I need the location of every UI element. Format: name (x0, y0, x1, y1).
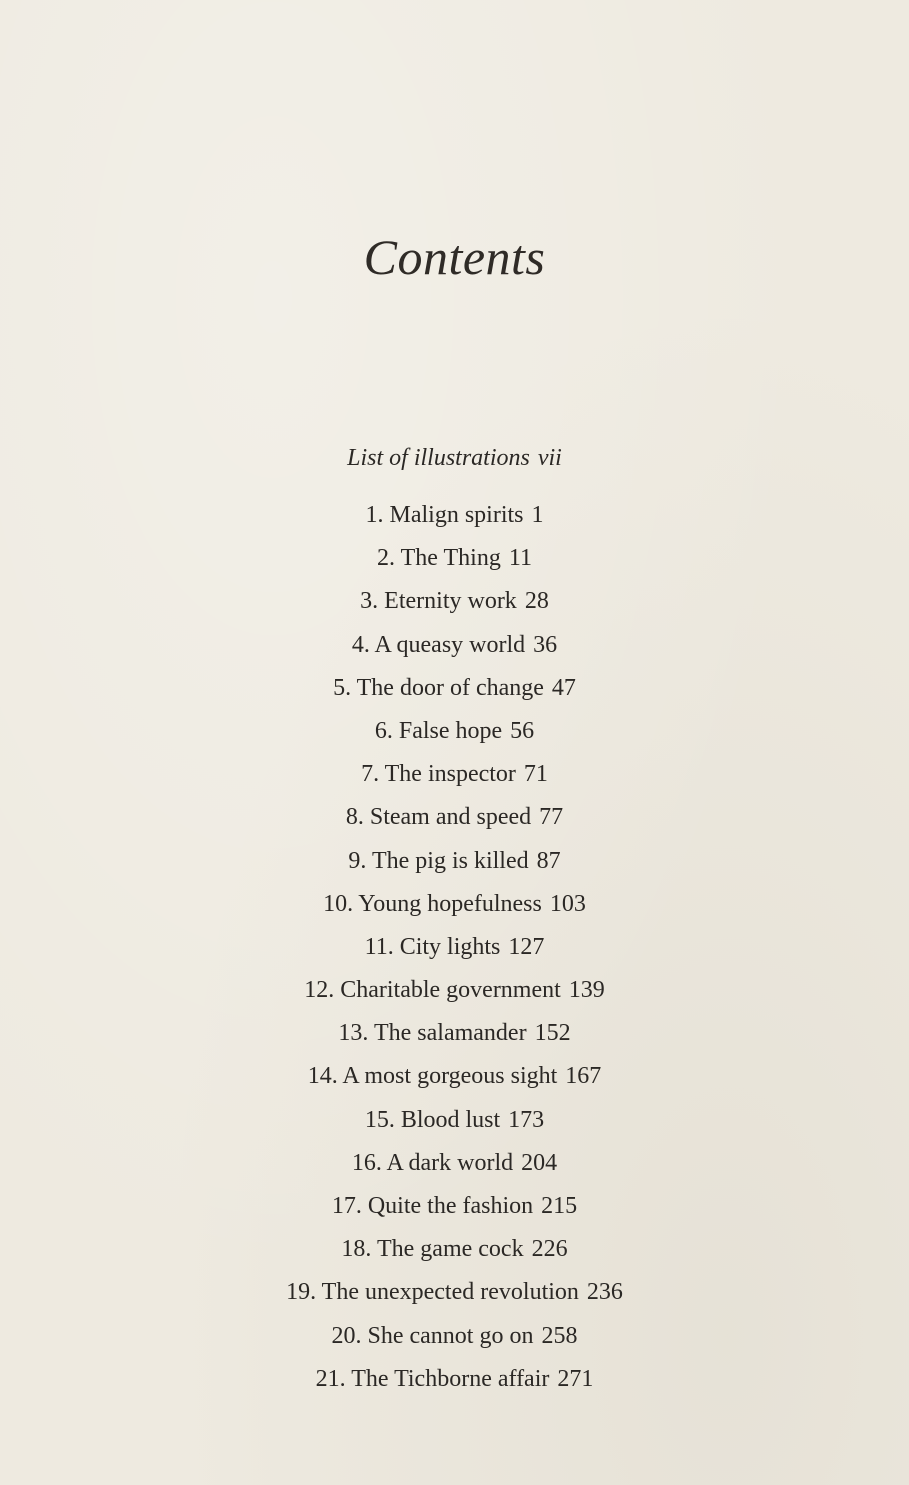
toc-entry (0, 883, 909, 926)
page-title: Contents (363, 229, 546, 285)
toc-entry-page: 139 (568, 977, 605, 1004)
toc-entry-page: 71 (523, 761, 548, 788)
toc-entry (0, 494, 909, 537)
toc-entry (0, 1185, 909, 1228)
toc-entry (0, 580, 909, 623)
toc-entry (0, 753, 909, 796)
toc-entry-label: 4. A queasy world (351, 631, 526, 658)
toc-entry-label: 18. The game cock (341, 1236, 524, 1263)
toc-entry (0, 1055, 909, 1098)
toc-entry-page: 173 (508, 1106, 545, 1133)
toc-entry-label: 12. Charitable government (304, 977, 561, 1004)
toc-entry-page: 215 (541, 1193, 578, 1219)
toc-entry-label: 14. A most gorgeous sight (307, 1063, 558, 1090)
toc-entry-page: 271 (557, 1365, 594, 1392)
toc-entry (0, 710, 909, 753)
toc-entry (0, 667, 909, 710)
toc-entry-page: 87 (536, 847, 561, 874)
toc-entry-label: 1. Malign spirits (365, 502, 524, 528)
toc-entry (0, 1012, 909, 1055)
toc-entry-page: 36 (533, 631, 558, 658)
toc-entry (0, 537, 909, 580)
toc-entry (0, 969, 909, 1012)
toc-entry (0, 1228, 909, 1271)
toc-entry-label: 13. The salamander (338, 1020, 527, 1047)
toc-entry-label: 15. Blood lust (364, 1106, 501, 1133)
toc-entry (0, 796, 909, 839)
toc-entry (0, 840, 909, 883)
toc-entry-label: 20. She cannot go on (331, 1322, 534, 1349)
toc-entry (0, 1358, 909, 1401)
toc-entry (0, 1271, 909, 1314)
toc-entry-label: 16. A dark world (351, 1149, 514, 1176)
toc-entry-page: 258 (541, 1322, 578, 1349)
toc-entry-label: 6. False hope (374, 717, 503, 744)
toc-entry-page: 1 (531, 502, 544, 528)
toc-entry-label: 21. The Tichborne affair (315, 1365, 550, 1392)
toc-entry-label: 3. Eternity work (360, 588, 517, 615)
toc-entry-page: 226 (531, 1236, 568, 1263)
toc-entry-page: 167 (565, 1063, 602, 1090)
toc-entry-page: 127 (508, 933, 545, 960)
toc-entry-label: 5. The door of change (333, 674, 544, 701)
toc-entry (0, 1142, 909, 1185)
table-of-contents (0, 440, 909, 1401)
toc-entry-page: 236 (586, 1279, 623, 1306)
toc-entry-label: 19. The unexpected revolution (286, 1279, 579, 1306)
toc-entry-page: 204 (521, 1149, 558, 1176)
toc-entry (0, 624, 909, 667)
toc-entry (0, 1099, 909, 1142)
toc-entry-page: 56 (510, 717, 535, 744)
toc-entry-label: 7. The inspector (361, 761, 516, 788)
toc-entry-label: 17. Quite the fashion (331, 1193, 534, 1219)
toc-entry (0, 1315, 909, 1358)
toc-entry-label: List of illustrations (347, 445, 530, 471)
toc-entry-label: 11. City lights (364, 933, 501, 960)
toc-entry-label: 2. The Thing (377, 545, 501, 572)
toc-entry (0, 926, 909, 969)
toc-entry-illustrations (0, 440, 909, 494)
toc-entry-label: 10. Young hopefulness (323, 890, 542, 917)
toc-entry-page: 28 (524, 588, 549, 615)
toc-entry-page: 77 (539, 804, 564, 831)
toc-entry-page: 103 (549, 890, 586, 917)
toc-entry-label: 8. Steam and speed (345, 804, 532, 831)
toc-entry-page: 152 (534, 1020, 571, 1047)
toc-entry-page: vii (537, 445, 562, 471)
toc-entry-label: 9. The pig is killed (348, 847, 529, 874)
toc-entry-page: 11 (508, 545, 532, 572)
toc-entry-page: 47 (551, 674, 576, 701)
